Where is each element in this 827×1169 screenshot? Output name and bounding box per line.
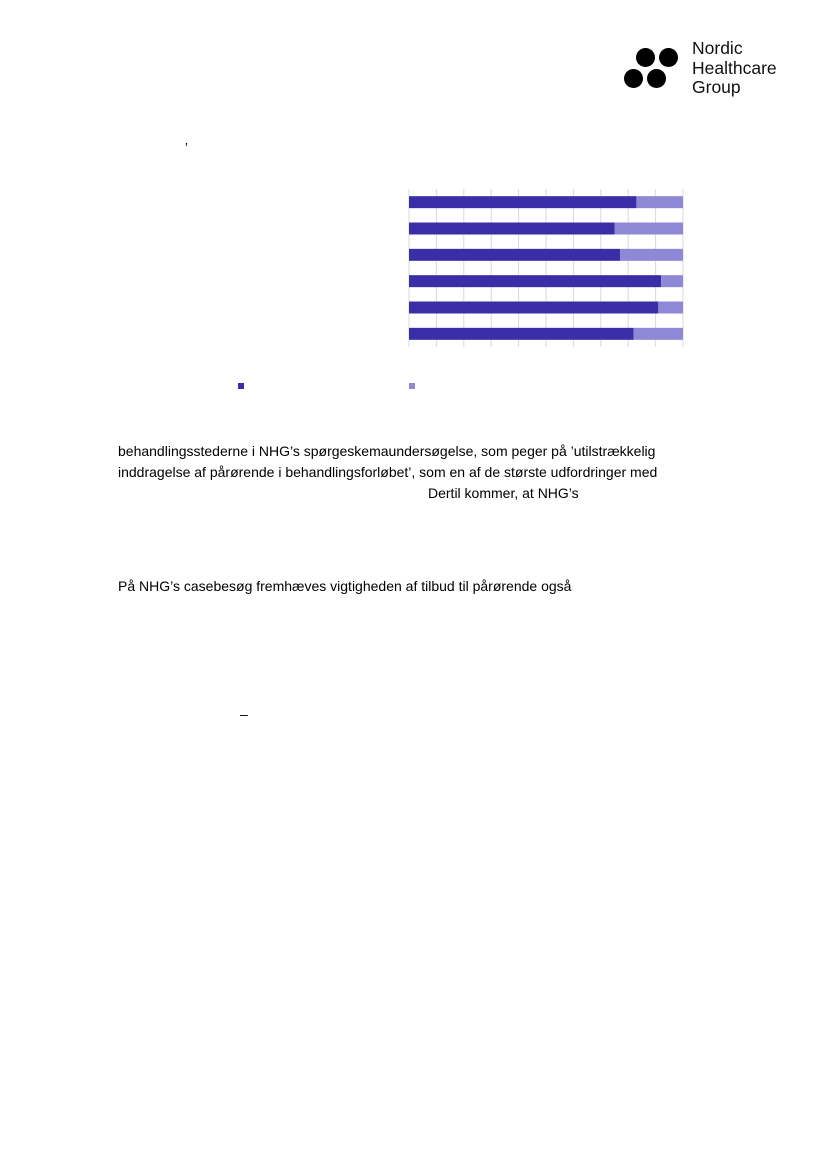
paragraph-2-line-1: På NHG’s casebesøg fremhæves vigtigheden af tilbud til pårørende også [118,578,572,594]
chart-bar-s2-6 [634,328,683,340]
logo-line-2: Healthcare [692,57,777,78]
chart-bar-s2-1 [636,196,683,208]
paragraph-1-line-3: Dertil kommer, at NHG’s [428,485,579,501]
logo-wordmark [692,39,777,98]
chart-bar-s1-6 [409,328,634,340]
logo-line-1: Nordic [692,38,743,58]
chart-bar-s2-3 [620,249,683,261]
nhg-logo [622,38,797,98]
logo-dots-icon [622,46,682,92]
chart-bar-s1-2 [409,223,615,235]
chart-bar-s1-4 [409,275,661,287]
chart-bar-s1-1 [409,196,636,208]
stacked-bar-chart [230,184,700,404]
chart-bar-s2-2 [615,223,684,235]
paragraph-1-line-1: behandlingsstederne i NHG’s spørgeskemaundersøgelse, som peger på ’utilstrækkelig [118,443,656,459]
chart-bar-s1-3 [409,249,620,261]
chart-bar-s2-5 [658,302,683,314]
chart-svg [230,184,700,404]
legend-swatch-1 [238,383,244,389]
chart-bar-s1-5 [409,302,658,314]
legend-swatch-2 [409,383,415,389]
chart-bar-s2-4 [661,275,683,287]
logo-line-3: Group [692,77,741,97]
stray-comma: ’ [185,140,188,155]
stray-dash: – [240,706,248,722]
paragraph-1-line-2: inddragelse af pårørende i behandlingsforløbet’, som en af de største udfordringer med [118,464,658,480]
